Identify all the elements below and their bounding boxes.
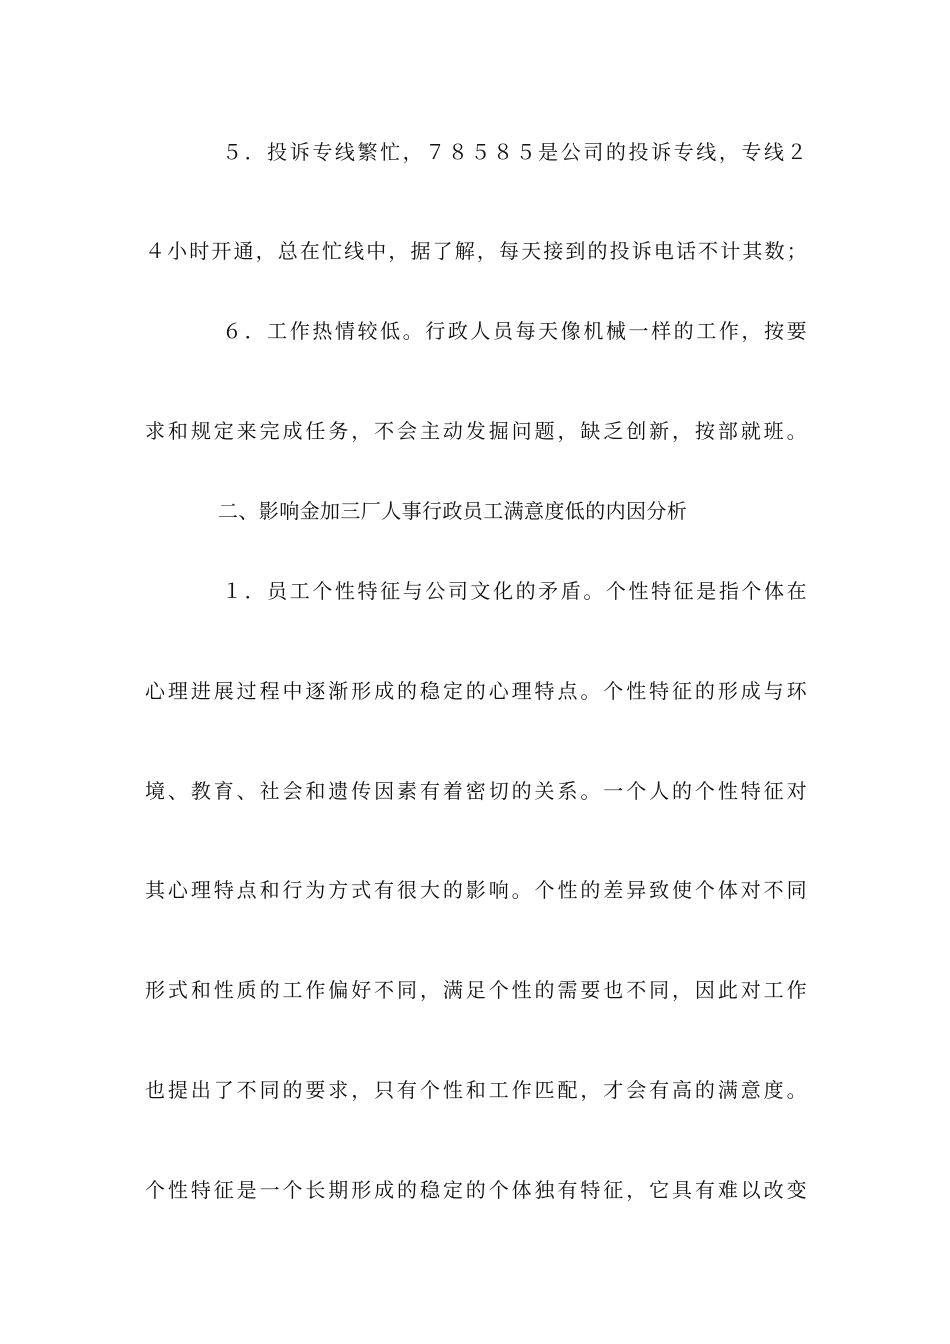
- paragraph-line: ６．工作热情较低。行政人员每天像机械一样的工作，按要: [222, 319, 807, 343]
- paragraph-line: 个性特征是一个长期形成的稳定的个体独有特征，它具有难以改变: [145, 1178, 807, 1202]
- paragraph-line: １．员工个性特征与公司文化的矛盾。个性特征是指个体在: [222, 579, 807, 603]
- paragraph-line: 境、教育、社会和遗传因素有着密切的关系。一个人的个性特征对: [145, 779, 807, 803]
- paragraph-line: 心理进展过程中逐渐形成的稳定的心理特点。个性特征的形成与环: [145, 679, 807, 703]
- section-heading: 二、影响金加三厂人事行政员工满意度低的内因分析: [218, 499, 688, 523]
- paragraph-line: 其心理特点和行为方式有很大的影响。个性的差异致使个体对不同: [145, 878, 807, 902]
- paragraph-line: 求和规定来完成任务，不会主动发掘问题，缺乏创新，按部就班。: [145, 419, 807, 443]
- paragraph-line: 形式和性质的工作偏好不同，满足个性的需要也不同，因此对工作: [145, 978, 807, 1002]
- paragraph-line: ５．投诉专线繁忙，７８５８５是公司的投诉专线，专线２: [222, 140, 807, 164]
- paragraph-line: 也提出了不同的要求，只有个性和工作匹配，才会有高的满意度。: [145, 1078, 807, 1102]
- paragraph-line: ４小时开通，总在忙线中，据了解，每天接到的投诉电话不计其数；: [145, 239, 807, 263]
